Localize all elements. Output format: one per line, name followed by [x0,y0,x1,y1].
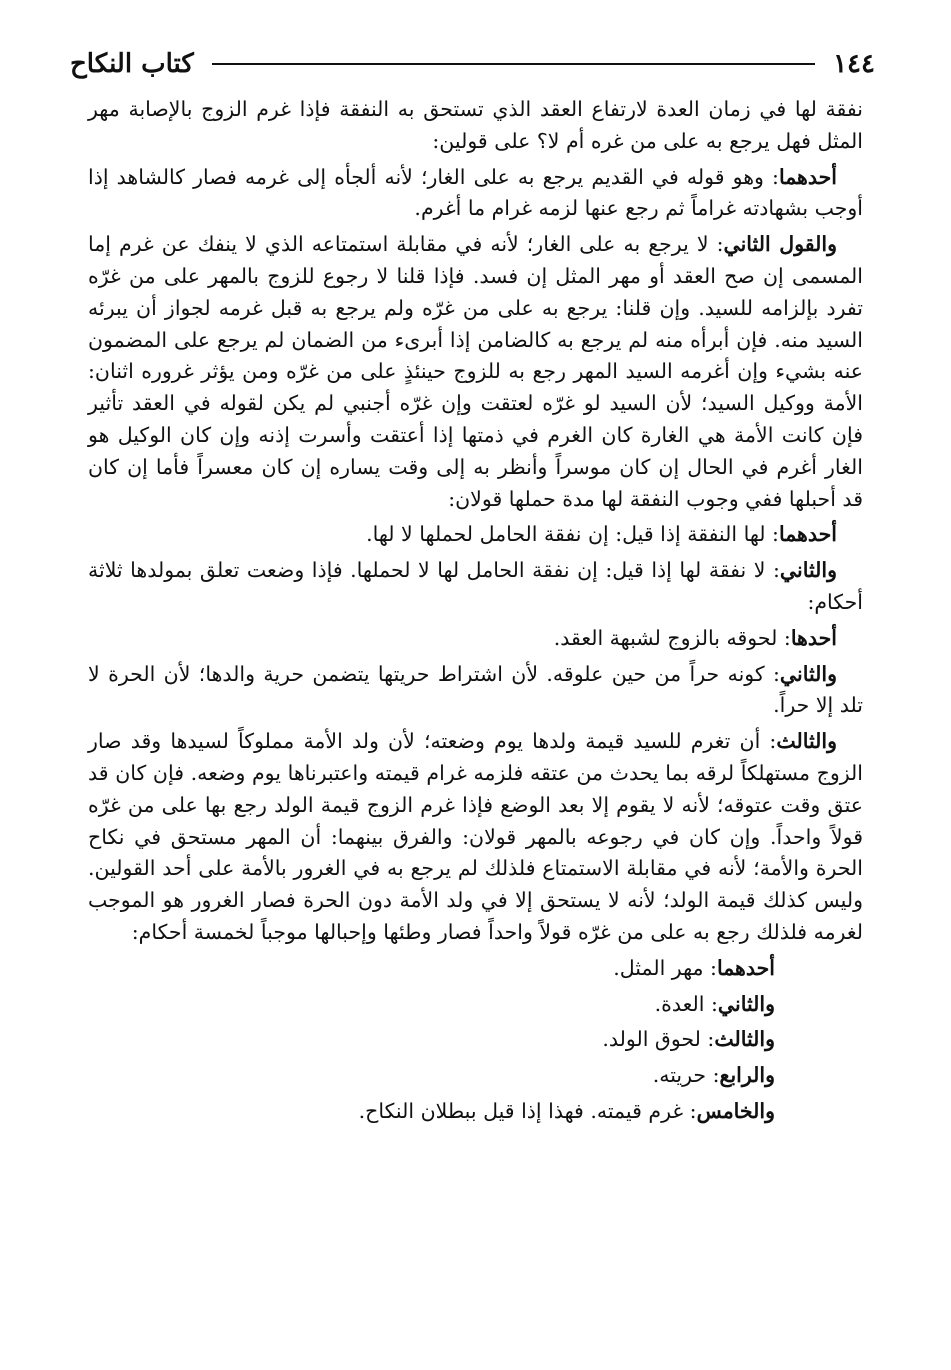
book-title: كتاب النكاح [70,49,194,79]
paragraph-text: : لحوقه بالزوج لشبهة العقد. [553,625,791,650]
paragraph-text: نفقة لها في زمان العدة لارتفاع العقد الذي تستحق به النفقة فإذا غرم الزوج بالإصابة مهر المثل فهل يرجع به على من غره أم لا؟ على قولين: [88,97,863,153]
list-item [88,1024,863,1056]
paragraph-text: : وهو قوله في القديم يرجع به على الغار؛ لأنه ألجأه إلى غرمه فصار كالشاهد إذا أوجب بشهادته غراماً ثم رجع عنها لزمه غرام ما أغرم. [88,164,863,221]
paragraph-head: والقول الثاني [723,232,838,257]
paragraph-text: : كونه حراً من حين علوقه. لأن اشتراط حريتها يتضمن حرية والدها؛ لأن الحرة لا تلد إلا حراً. [88,661,863,718]
paragraph [88,162,863,226]
paragraph-head: والثاني [779,661,837,686]
header-rule [212,63,815,65]
list-item-text: : العدة. [654,991,718,1016]
paragraph [88,555,863,619]
paragraph [88,659,863,723]
list-item-head: والخامس [696,1098,775,1123]
paragraph [88,726,863,949]
list-item-text: : غرم قيمته. فهذا إذا قيل ببطلان النكاح. [358,1098,697,1123]
paragraph-text: : لها النفقة إذا قيل: إن نفقة الحامل لحملها لا لها. [366,522,779,547]
paragraph-text: : لا يرجع به على الغار؛ لأنه في مقابلة استمتاعه الذي لا ينفك عن غرم إما المسمى إن صح العقد أو مهر المثل إن فسد. فإذا قلنا لا رجوع للزوج بالمهر على من غرّه تفرد بإلزامه للسيد. وإن قلنا: يرجع به على من غرّه ولم يرجع به قبل غرمه لجواز أن يبرئه السيد منه. فإن أبرأه منه لم يرجع به كالضامن إذا أبرىء من الضمان لم يرجع على المضمون عنه بشيء وإن أغرمه السيد المهر رجع به للزوج حينئذٍ على من غرّه ومن يؤثر غروره اثنان: الأمة ووكيل السيد؛ لأن السيد لو غرّه لعتقت وإن غرّه أجنبي لم يكن لقوله في العقد تأثير فإن كانت الأمة هي الغارة كان الغرم في ذمتها إذا أعتقت وأسرت إذنه وإن كان الوكيل هو الغار أغرم في الحال إن كان موسراً وأنظر به إلى وقت يساره إن كان معسراً فأما إن كان قد أحبلها ففي وجوب النفقة لها مدة حملها قولان: [88,232,863,511]
paragraph [88,94,863,158]
paragraph [88,519,863,551]
paragraph [88,623,863,655]
list-item [88,1060,863,1092]
list-item [88,989,863,1021]
paragraph-head: أحدهما [778,164,837,189]
paragraph-head: أحدها [790,625,837,650]
list-item-head: أحدهما [716,955,775,980]
paragraph [88,229,863,515]
page-number: ١٤٤ [833,49,875,79]
paragraph-head: والثالث [776,729,837,754]
list-item-text: : لحوق الولد. [602,1027,715,1052]
list-item-head: والثاني [717,991,775,1016]
list-item-text: : حريته. [652,1063,720,1088]
list-item [88,953,863,985]
list-item-head: والثالث [714,1027,775,1052]
list-item-text: : مهر المثل. [613,955,717,980]
paragraph-text: : أن تغرم للسيد قيمة ولدها يوم وضعته؛ لأن ولد الأمة مملوكاً لسيدها وقد صار الزوج مستهلكاً لرقه بما يحدث من عتقه فلزمه غرام قيمته واعتبرناها يوم وضعه. فإن كان قد عتق وقت عتوقه؛ لأنه لا يقوم إلا بعد الوضع فإذا غرم الزوج قيمة الولد رجع بها على من غرّه قولاً واحداً. وإن كان في رجوعه بالمهر قولان: والفرق بينهما: أن المهر مستحق في نكاح الحرة والأمة؛ لأنه في مقابلة الاستمتاع فلذلك لم يرجع به في الغرور بالأمة على أحد القولين. وليس كذلك قيمة الولد؛ لأنه لا يستحق إلا في ولد الأمة دون الحرة فصار الغرور هو الموجب لغرمه فلذلك رجع به على من غرّه قولاً واحداً فصار وطئها وإحبالها موجباً لخمسة أحكام: [88,729,863,944]
paragraph-text: : لا نفقة لها إذا قيل: إن نفقة الحامل لها لا لحملها. فإذا وضعت تعلق بمولدها ثلاثة أحكام: [88,558,863,614]
paragraph-head: والثاني [779,558,837,583]
list-item [88,1096,863,1128]
page-header [70,44,875,84]
list-item-head: والرابع [719,1063,775,1088]
paragraph-head: أحدهما [778,522,837,547]
page-body [88,94,863,1132]
